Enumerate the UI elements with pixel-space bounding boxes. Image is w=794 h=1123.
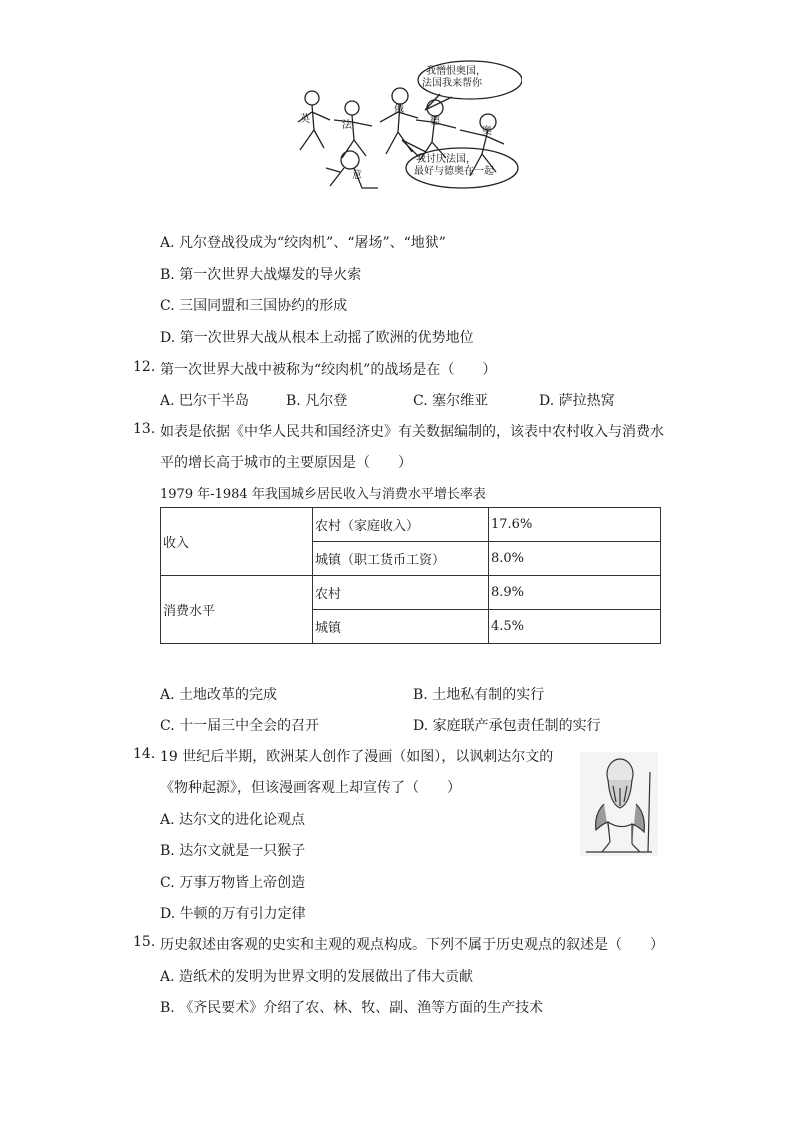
cartoon-bubble-top-line2: 法国我来帮你 xyxy=(422,78,482,89)
q12-option-b: B. 凡尔登 xyxy=(286,393,348,409)
cartoon-label-germany: 德 xyxy=(430,116,440,127)
q13-option-d: D. 家庭联产承包责任制的实行 xyxy=(413,718,601,734)
ww1-alliance-cartoon xyxy=(290,60,522,196)
q14-option-b: B. 达尔文就是一只猴子 xyxy=(160,843,306,859)
q12-option-a: A. 巴尔干半岛 xyxy=(160,393,250,409)
cartoon-label-italy: 意 xyxy=(352,170,362,181)
q11-option-c: C. 三国同盟和三国协约的形成 xyxy=(160,298,348,314)
q14-stem-line1: 19 世纪后半期，欧洲某人创作了漫画（如图），以讽刺达尔文的 xyxy=(160,749,554,765)
q15-option-a: A. 造纸术的发明为世界文明的发展做出了伟大贡献 xyxy=(160,969,474,985)
q13-option-c: C. 十一届三中全会的召开 xyxy=(160,718,320,734)
q12-option-d: D. 萨拉热窝 xyxy=(539,393,615,409)
q12-stem: 第一次世界大战中被称为“绞肉机”的战场是在（ ） xyxy=(160,362,497,378)
table-value: 17.6% xyxy=(489,508,661,542)
table-category-income: 收入 xyxy=(161,508,313,576)
q15-stem: 历史叙述由客观的史实和主观的观点构成。下列不属于历史观点的叙述是（ ） xyxy=(160,937,664,953)
table-value: 8.0% xyxy=(489,542,661,576)
cartoon-label-britain: 英 xyxy=(300,114,310,125)
table-subcategory: 城镇 xyxy=(313,610,489,644)
table-subcategory: 农村（家庭收入） xyxy=(313,508,489,542)
q11-option-a: A. 凡尔登战役成为“绞肉机”、“屠场”、“地狱” xyxy=(160,235,446,251)
q13-option-b: B. 土地私有制的实行 xyxy=(413,687,545,703)
q13-stem-line1: 如表是依据《中华人民共和国经济史》有关数据编制的，该表中农村收入与消费水 xyxy=(160,424,664,440)
table-category-consumption: 消费水平 xyxy=(161,576,313,644)
income-consumption-table xyxy=(160,507,661,644)
darwin-caricature-image xyxy=(580,752,658,856)
cartoon-bubble-bottom-line2: 最好与德奥在一起 xyxy=(414,166,494,177)
q14-option-c: C. 万事万物皆上帝创造 xyxy=(160,875,306,891)
cartoon-label-france: 法 xyxy=(342,120,352,131)
q14-number: 14. xyxy=(133,746,156,762)
table-row xyxy=(161,576,661,610)
q14-option-d: D. 牛顿的万有引力定律 xyxy=(160,906,306,922)
table-subcategory: 城镇（职工货币工资） xyxy=(313,542,489,576)
cartoon-label-russia: 俄 xyxy=(394,104,404,115)
q14-stem-line2: 《物种起源》，但该漫画客观上却宣传了（ ） xyxy=(160,780,461,796)
q13-stem-line2: 平的增长高于城市的主要原因是（ ） xyxy=(160,455,412,471)
q13-table-title: 1979 年-1984 年我国城乡居民收入与消费水平增长率表 xyxy=(160,487,486,502)
table-subcategory: 农村 xyxy=(313,576,489,610)
cartoon-bubble-top-line1: 我憎恨奥国， xyxy=(426,66,486,77)
cartoon-bubble-bottom-line1: 我讨厌法国， xyxy=(416,154,476,165)
table-value: 8.9% xyxy=(489,576,661,610)
q11-option-d: D. 第一次世界大战从根本上动摇了欧洲的优势地位 xyxy=(160,330,474,346)
q12-option-c: C. 塞尔维亚 xyxy=(413,393,489,409)
cartoon-label-austria: 奥 xyxy=(482,126,492,137)
table-value: 4.5% xyxy=(489,610,661,644)
q13-option-a: A. 土地改革的完成 xyxy=(160,687,278,703)
q14-option-a: A. 达尔文的进化论观点 xyxy=(160,812,306,828)
q15-option-b: B. 《齐民要术》介绍了农、林、牧、副、渔等方面的生产技术 xyxy=(160,1000,544,1016)
q15-number: 15. xyxy=(133,934,156,950)
q13-number: 13. xyxy=(133,421,156,437)
q12-number: 12. xyxy=(133,359,156,375)
table-row xyxy=(161,508,661,542)
q11-option-b: B. 第一次世界大战爆发的导火索 xyxy=(160,267,362,283)
